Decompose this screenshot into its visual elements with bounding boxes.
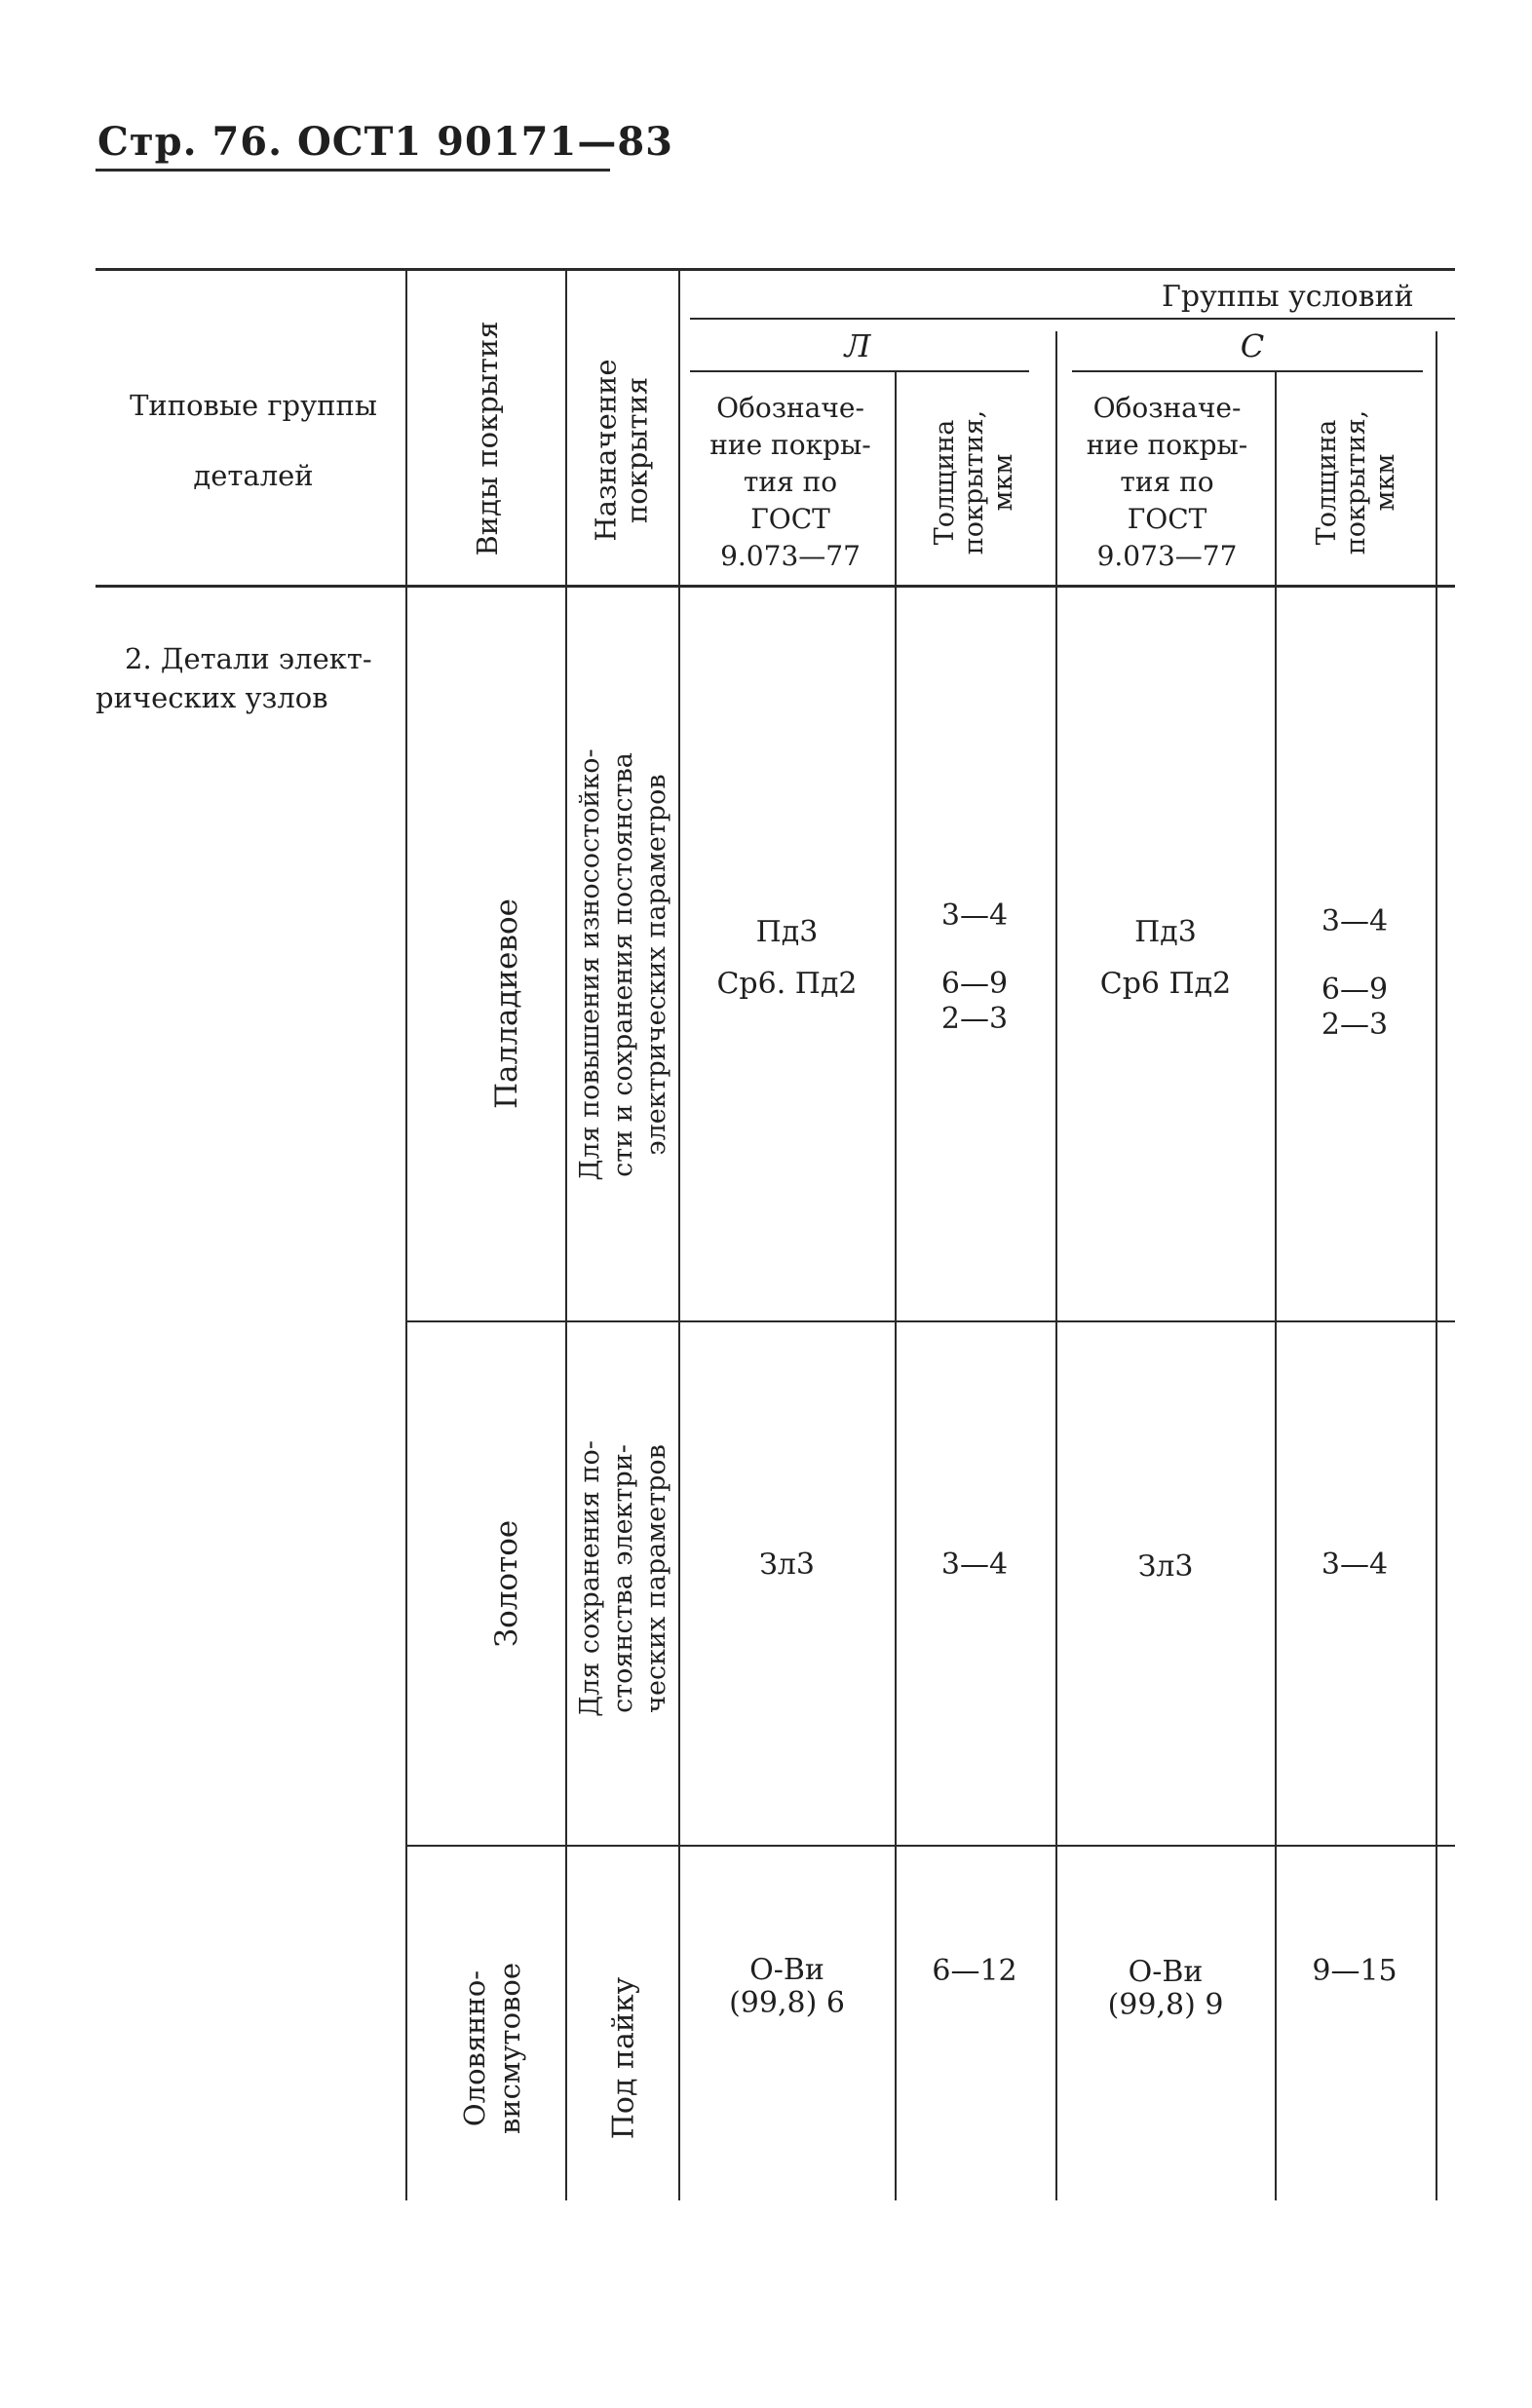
s-designation-tin-bismuth: О-Ви (99,8) 9 bbox=[1107, 1955, 1224, 2022]
row-separator-2 bbox=[407, 1845, 1455, 1847]
l-designation-tin-bismuth: О-Ви (99,8) 6 bbox=[729, 1953, 845, 2020]
header-purpose: Назначение покрытия bbox=[589, 359, 654, 542]
coating-type-palladium: Палладиевое bbox=[489, 898, 524, 1109]
group-l-underline bbox=[690, 370, 1029, 372]
purpose-tin-bismuth: Под пайку bbox=[606, 1976, 641, 2140]
l-thickness-gold: 3—4 bbox=[940, 1548, 1009, 1582]
header-s-designation: Обозначе- ние покры- тия по ГОСТ 9.073—77 bbox=[1086, 392, 1248, 572]
col-line-2 bbox=[565, 271, 567, 2200]
col-line-6 bbox=[1275, 372, 1277, 2200]
col-line-3 bbox=[678, 271, 680, 2200]
l-thickness-tin-bismuth: 6—12 bbox=[932, 1954, 1017, 1988]
l-designation-gold: Зл3 bbox=[759, 1548, 815, 1582]
header-group-l: Л bbox=[844, 327, 871, 364]
s-thickness-gold: 3—4 bbox=[1321, 1548, 1389, 1582]
table-top-rule bbox=[96, 268, 1455, 271]
conditions-subline bbox=[690, 318, 1455, 320]
s-designation-gold: Зл3 bbox=[1137, 1549, 1194, 1584]
part-group-label: 2. Детали элект- рических узлов bbox=[96, 642, 372, 714]
col-line-7 bbox=[1436, 331, 1437, 2200]
coating-type-tin-bismuth: Оловянно- висмутовое bbox=[458, 1963, 526, 2134]
row-separator-1 bbox=[407, 1320, 1455, 1322]
col-line-4 bbox=[895, 372, 897, 2200]
header-part-groups: Типовые группы деталей bbox=[130, 389, 377, 492]
header-group-s: С bbox=[1240, 327, 1265, 364]
header-underline bbox=[96, 169, 610, 172]
s-thickness-palladium: 3—4 6—9 2—3 bbox=[1321, 904, 1389, 1042]
s-designation-palladium: Пд3 Ср6 Пд2 bbox=[1099, 915, 1232, 1001]
header-conditions-group: Группы условий bbox=[1162, 280, 1414, 314]
header-l-designation: Обозначе- ние покры- тия по ГОСТ 9.073—77 bbox=[709, 392, 871, 572]
table-header-rule bbox=[96, 585, 1455, 588]
header-coating-types: Виды покрытия bbox=[471, 321, 504, 556]
header-l-thickness: Толщина покрытия, мкм bbox=[930, 409, 1018, 555]
coating-type-gold: Золотое bbox=[489, 1519, 524, 1648]
page-header: Стр. 76. ОСТ1 90171—83 bbox=[97, 119, 673, 165]
purpose-palladium: Для повышения износостойко- сти и сохранения постоянства электрических параметров bbox=[575, 748, 671, 1181]
l-designation-palladium: Пд3 Ср6. Пд2 bbox=[716, 915, 858, 1001]
l-thickness-palladium: 3—4 6—9 2—3 bbox=[940, 898, 1009, 1036]
s-thickness-tin-bismuth: 9—15 bbox=[1312, 1954, 1398, 1988]
header-s-thickness: Толщина покрытия, мкм bbox=[1312, 409, 1400, 555]
group-s-underline bbox=[1072, 370, 1423, 372]
purpose-gold: Для сохранения по- стоянства электри- ческих параметров bbox=[575, 1440, 671, 1717]
col-line-5 bbox=[1055, 331, 1057, 2200]
col-line-1 bbox=[405, 271, 407, 2200]
